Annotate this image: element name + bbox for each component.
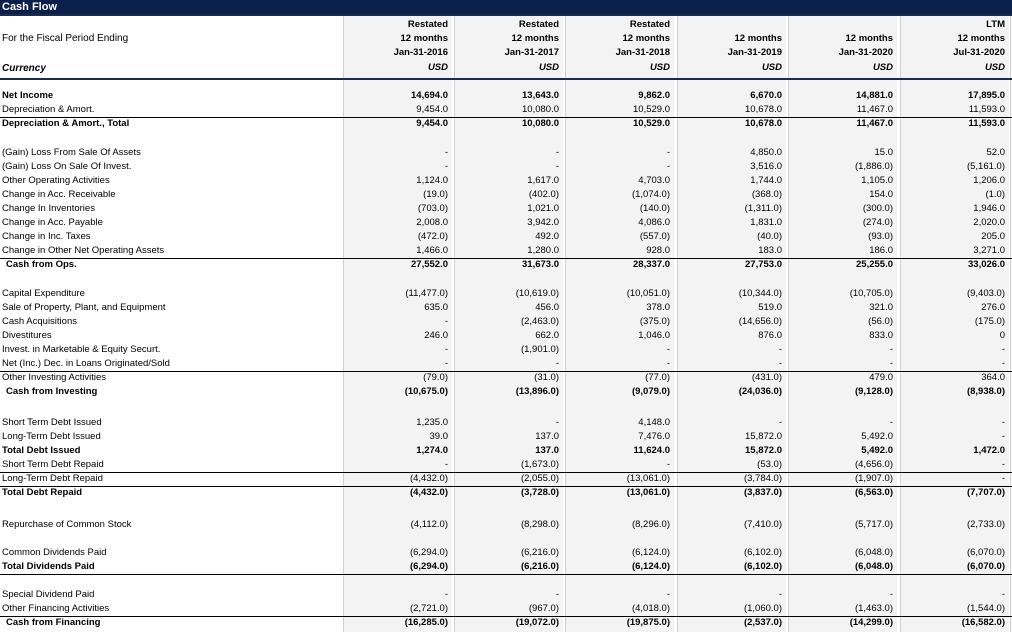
table-cell: (6,070.0): [966, 561, 1005, 572]
table-cell: (8,938.0): [966, 386, 1005, 397]
total-rule: [0, 574, 1012, 575]
table-cell: (4,656.0): [854, 459, 893, 470]
table-cell: (6,070.0): [966, 547, 1005, 558]
column-header-line: [677, 18, 782, 32]
table-cell: 10,529.0: [633, 104, 670, 115]
table-cell: (10,619.0): [515, 288, 559, 299]
table-cell: (1,901.0): [520, 344, 559, 355]
row-label: Net (Inc.) Dec. in Loans Originated/Sold: [2, 358, 170, 369]
table-cell: (10,051.0): [626, 288, 670, 299]
column-header-line: 12 months: [622, 33, 670, 44]
table-cell: 378.0: [646, 302, 670, 313]
table-cell: (6,048.0): [854, 561, 893, 572]
table-cell: (5,717.0): [854, 519, 893, 530]
column-header-line: 12 months: [957, 33, 1005, 44]
table-cell: 7,476.0: [638, 431, 670, 442]
table-cell: (93.0): [868, 231, 893, 242]
table-cell: -: [666, 459, 670, 470]
table-cell: 9,454.0: [416, 104, 448, 115]
table-cell: (10,675.0): [404, 386, 448, 397]
row-label: (Gain) Loss On Sale Of Invest.: [2, 161, 132, 172]
column-currency: USD: [984, 62, 1005, 73]
row-label: Change in Other Net Operating Assets: [2, 245, 165, 256]
table-cell: -: [666, 147, 670, 158]
table-cell: (967.0): [528, 603, 559, 614]
column-currency: USD: [761, 62, 782, 73]
table-cell: (11,477.0): [405, 288, 448, 299]
table-cell: (4,432.0): [409, 487, 448, 498]
table-cell: (1,907.0): [854, 473, 893, 484]
row-label: Net Income: [2, 90, 54, 101]
table-cell: (1.0): [985, 189, 1005, 200]
table-cell: 10,080.0: [522, 104, 559, 115]
table-cell: -: [1001, 473, 1005, 484]
table-cell: -: [889, 344, 893, 355]
table-cell: (1,886.0): [854, 161, 893, 172]
table-cell: 27,753.0: [745, 259, 782, 270]
table-cell: 833.0: [869, 330, 893, 341]
table-cell: (402.0): [528, 189, 559, 200]
row-label: Cash from Financing: [6, 617, 101, 628]
table-cell: 52.0: [986, 147, 1005, 158]
table-cell: (77.0): [645, 372, 670, 383]
table-cell: 3,516.0: [750, 161, 782, 172]
table-cell: 27,552.0: [411, 259, 448, 270]
table-cell: 11,624.0: [633, 445, 670, 456]
table-cell: (6,216.0): [520, 561, 559, 572]
table-cell: (13,061.0): [626, 473, 670, 484]
table-cell: -: [555, 147, 559, 158]
table-cell: (7,410.0): [743, 519, 782, 530]
table-cell: 456.0: [535, 302, 559, 313]
table-cell: (175.0): [974, 316, 1005, 327]
table-cell: -: [444, 358, 448, 369]
column-currency: USD: [649, 62, 670, 73]
column-header-line: Jan-31-2018: [615, 47, 670, 58]
table-cell: (13,896.0): [515, 386, 559, 397]
table-cell: 1,235.0: [416, 417, 448, 428]
column-header-line: 12 months: [734, 33, 782, 44]
table-cell: -: [666, 358, 670, 369]
table-cell: -: [1001, 358, 1005, 369]
table-cell: 3,942.0: [527, 217, 559, 228]
table-cell: (19,875.0): [626, 617, 670, 628]
table-cell: (2,537.0): [743, 617, 782, 628]
row-label: Divestitures: [2, 330, 52, 341]
table-cell: (7,707.0): [966, 487, 1005, 498]
table-cell: 9,454.0: [416, 118, 448, 129]
table-cell: (56.0): [868, 316, 893, 327]
table-cell: 11,467.0: [856, 104, 893, 115]
column-header: [788, 18, 893, 75]
table-cell: 1,617.0: [527, 175, 559, 186]
table-cell: (1,544.0): [966, 603, 1005, 614]
row-label: Long-Term Debt Issued: [2, 431, 101, 442]
table-cell: -: [1001, 431, 1005, 442]
table-cell: 10,529.0: [633, 118, 670, 129]
table-cell: 3,271.0: [973, 245, 1005, 256]
table-cell: (10,344.0): [738, 288, 782, 299]
table-cell: (274.0): [862, 217, 893, 228]
table-cell: 364.0: [981, 372, 1005, 383]
table-cell: (16,285.0): [404, 617, 448, 628]
row-label: Long-Term Debt Repaid: [2, 473, 103, 484]
column-header-line: [788, 18, 893, 32]
table-cell: -: [444, 161, 448, 172]
row-label: Short Term Debt Repaid: [2, 459, 104, 470]
column-header: [900, 18, 1005, 75]
table-cell: 4,850.0: [750, 147, 782, 158]
column-header-line: Restated: [407, 19, 448, 30]
table-cell: 15.0: [874, 147, 893, 158]
table-cell: 1,206.0: [973, 175, 1005, 186]
table-cell: 2,008.0: [416, 217, 448, 228]
column-header-line: Jan-31-2017: [504, 47, 559, 58]
table-cell: (19.0): [423, 189, 448, 200]
table-cell: 479.0: [869, 372, 893, 383]
table-cell: -: [666, 589, 670, 600]
header-bottom-rule: [0, 78, 1012, 80]
table-cell: 276.0: [981, 302, 1005, 313]
row-label: Change in Inc. Taxes: [2, 231, 91, 242]
column-currency: USD: [872, 62, 893, 73]
table-cell: 183.0: [758, 245, 782, 256]
table-cell: 4,703.0: [638, 175, 670, 186]
row-label: Short Term Debt Issued: [2, 417, 102, 428]
table-cell: (431.0): [751, 372, 782, 383]
table-cell: -: [1001, 344, 1005, 355]
row-label: Special Dividend Paid: [2, 589, 95, 600]
table-cell: -: [778, 344, 782, 355]
table-cell: (1,311.0): [744, 203, 782, 214]
table-cell: -: [555, 358, 559, 369]
table-cell: (16,582.0): [961, 617, 1005, 628]
table-cell: (19,072.0): [515, 617, 559, 628]
column-header-line: 12 months: [400, 33, 448, 44]
table-cell: -: [1001, 417, 1005, 428]
table-cell: (8,298.0): [520, 519, 559, 530]
table-cell: 11,593.0: [968, 118, 1005, 129]
table-cell: 519.0: [758, 302, 782, 313]
row-label: Repurchase of Common Stock: [2, 519, 132, 530]
table-cell: (3,784.0): [743, 473, 782, 484]
table-cell: (2,721.0): [409, 603, 448, 614]
period-label: For the Fiscal Period Ending: [2, 33, 129, 44]
row-label: Other Financing Activities: [2, 603, 110, 614]
table-cell: -: [444, 344, 448, 355]
row-label: Cash from Investing: [6, 386, 98, 397]
table-cell: 1,280.0: [527, 245, 559, 256]
table-cell: 1,946.0: [973, 203, 1005, 214]
table-cell: -: [666, 344, 670, 355]
table-cell: (6,102.0): [743, 547, 782, 558]
column-header: [454, 18, 559, 75]
table-cell: 492.0: [535, 231, 559, 242]
table-cell: 14,694.0: [411, 90, 448, 101]
currency-label: Currency: [2, 63, 46, 74]
table-cell: 33,026.0: [968, 259, 1005, 270]
table-cell: -: [778, 589, 782, 600]
row-label: Other Operating Activities: [2, 175, 110, 186]
table-cell: (2,733.0): [966, 519, 1005, 530]
table-cell: 17,895.0: [968, 90, 1005, 101]
table-cell: (140.0): [639, 203, 670, 214]
table-cell: 10,080.0: [522, 118, 559, 129]
table-cell: (368.0): [751, 189, 782, 200]
table-cell: 2,020.0: [973, 217, 1005, 228]
table-cell: (3,728.0): [520, 487, 559, 498]
table-cell: (9,079.0): [631, 386, 670, 397]
table-cell: 635.0: [424, 302, 448, 313]
row-label: Change in Acc. Payable: [2, 217, 103, 228]
column-header: [565, 18, 670, 75]
table-cell: -: [889, 417, 893, 428]
table-cell: (4,432.0): [409, 473, 448, 484]
table-cell: (6,294.0): [409, 547, 448, 558]
table-cell: (40.0): [757, 231, 782, 242]
table-cell: (2,055.0): [520, 473, 559, 484]
table-cell: (53.0): [757, 459, 782, 470]
table-cell: 15,872.0: [745, 445, 782, 456]
table-cell: 1,046.0: [638, 330, 670, 341]
column-header-line: LTM: [986, 19, 1005, 30]
table-cell: 137.0: [535, 445, 559, 456]
table-cell: (703.0): [417, 203, 448, 214]
table-cell: (557.0): [639, 231, 670, 242]
table-cell: 10,678.0: [745, 118, 782, 129]
table-cell: 137.0: [535, 431, 559, 442]
table-cell: (1,074.0): [631, 189, 670, 200]
table-cell: -: [444, 459, 448, 470]
table-cell: 5,492.0: [861, 445, 893, 456]
table-cell: 6,670.0: [750, 90, 782, 101]
row-label: Common Dividends Paid: [2, 547, 107, 558]
table-cell: -: [555, 589, 559, 600]
table-cell: 15,872.0: [745, 431, 782, 442]
table-cell: 13,643.0: [522, 90, 559, 101]
table-cell: (4,112.0): [410, 519, 448, 530]
table-cell: (24,036.0): [738, 386, 782, 397]
column-header-line: Restated: [518, 19, 559, 30]
table-cell: 1,105.0: [861, 175, 893, 186]
column-header: [343, 18, 448, 75]
table-cell: 662.0: [535, 330, 559, 341]
table-cell: (10,705.0): [849, 288, 893, 299]
table-cell: (9,403.0): [966, 288, 1005, 299]
row-label: Invest. in Marketable & Equity Securt.: [2, 344, 161, 355]
table-cell: -: [555, 161, 559, 172]
table-cell: 154.0: [869, 189, 893, 200]
table-cell: 1,021.0: [527, 203, 559, 214]
table-cell: 1,831.0: [750, 217, 782, 228]
table-cell: (300.0): [862, 203, 893, 214]
table-cell: (6,124.0): [631, 561, 670, 572]
row-label: Total Debt Repaid: [2, 487, 83, 498]
table-cell: 4,148.0: [638, 417, 670, 428]
row-label: Other Investing Activities: [2, 372, 107, 383]
table-cell: 25,255.0: [856, 259, 893, 270]
row-label: Depreciation & Amort.: [2, 104, 95, 115]
table-cell: (9,128.0): [854, 386, 893, 397]
table-cell: 28,337.0: [633, 259, 670, 270]
table-cell: 10,678.0: [745, 104, 782, 115]
table-cell: (6,124.0): [631, 547, 670, 558]
column-header-line: Jul-31-2020: [953, 47, 1005, 58]
row-label: Cash Acquisitions: [2, 316, 77, 327]
table-cell: (6,294.0): [409, 561, 448, 572]
table-cell: (14,656.0): [738, 316, 782, 327]
table-cell: 1,124.0: [416, 175, 448, 186]
table-cell: (6,102.0): [743, 561, 782, 572]
row-label: Cash from Ops.: [6, 259, 77, 270]
table-cell: -: [555, 417, 559, 428]
table-cell: 246.0: [424, 330, 448, 341]
table-cell: (4,018.0): [631, 603, 670, 614]
row-label: (Gain) Loss From Sale Of Assets: [2, 147, 141, 158]
table-cell: (6,563.0): [854, 487, 893, 498]
row-label: Total Debt Issued: [2, 445, 81, 456]
table-cell: (6,216.0): [520, 547, 559, 558]
column-header-line: Jan-31-2016: [393, 47, 448, 58]
table-cell: 928.0: [646, 245, 670, 256]
table-cell: (5,161.0): [966, 161, 1005, 172]
table-cell: -: [1001, 459, 1005, 470]
row-label: Change in Acc. Receivable: [2, 189, 116, 200]
table-cell: 9,862.0: [638, 90, 670, 101]
column-currency: USD: [427, 62, 448, 73]
table-cell: (14,299.0): [849, 617, 893, 628]
table-cell: (13,061.0): [626, 487, 670, 498]
table-cell: 186.0: [869, 245, 893, 256]
column-header-line: Jan-31-2019: [727, 47, 782, 58]
table-cell: (3,837.0): [743, 487, 782, 498]
table-cell: (8,296.0): [631, 519, 670, 530]
table-cell: (6,048.0): [854, 547, 893, 558]
table-cell: (472.0): [417, 231, 448, 242]
column-header-line: Restated: [629, 19, 670, 30]
table-cell: -: [444, 589, 448, 600]
table-cell: -: [778, 417, 782, 428]
table-title: Cash Flow: [0, 0, 1012, 14]
column-divider: [1010, 14, 1011, 632]
table-cell: -: [889, 358, 893, 369]
table-cell: -: [889, 589, 893, 600]
table-cell: 1,274.0: [416, 445, 448, 456]
table-cell: 11,467.0: [856, 118, 893, 129]
column-header-line: Jan-31-2020: [838, 47, 893, 58]
table-cell: -: [444, 316, 448, 327]
row-label: Change In Inventories: [2, 203, 95, 214]
table-cell: 0: [999, 330, 1005, 341]
table-cell: 1,744.0: [750, 175, 782, 186]
table-cell: (375.0): [639, 316, 670, 327]
column-header: [677, 18, 782, 75]
table-cell: 39.0: [429, 431, 448, 442]
table-cell: 14,881.0: [856, 90, 893, 101]
table-cell: 205.0: [981, 231, 1005, 242]
table-cell: (1,060.0): [743, 603, 782, 614]
table-cell: (79.0): [423, 372, 448, 383]
table-cell: 4,086.0: [638, 217, 670, 228]
table-cell: 876.0: [758, 330, 782, 341]
table-cell: (1,463.0): [854, 603, 893, 614]
row-label: Total Dividends Paid: [2, 561, 95, 572]
table-cell: -: [778, 358, 782, 369]
table-cell: (1,673.0): [520, 459, 559, 470]
table-cell: -: [444, 147, 448, 158]
table-cell: -: [666, 161, 670, 172]
table-cell: 11,593.0: [968, 104, 1005, 115]
table-cell: 321.0: [869, 302, 893, 313]
column-currency: USD: [538, 62, 559, 73]
table-cell: 1,472.0: [973, 445, 1005, 456]
table-cell: (31.0): [534, 372, 559, 383]
row-label: Depreciation & Amort., Total: [2, 118, 130, 129]
row-label: Capital Expenditure: [2, 288, 85, 299]
header-top-rule: [0, 14, 1012, 16]
table-cell: 5,492.0: [861, 431, 893, 442]
column-header-line: 12 months: [845, 33, 893, 44]
table-cell: -: [1001, 589, 1005, 600]
table-cell: 31,673.0: [522, 259, 559, 270]
table-cell: 1,466.0: [416, 245, 448, 256]
table-cell: (2,463.0): [520, 316, 559, 327]
row-label: Sale of Property, Plant, and Equipment: [2, 302, 166, 313]
column-header-line: 12 months: [511, 33, 559, 44]
